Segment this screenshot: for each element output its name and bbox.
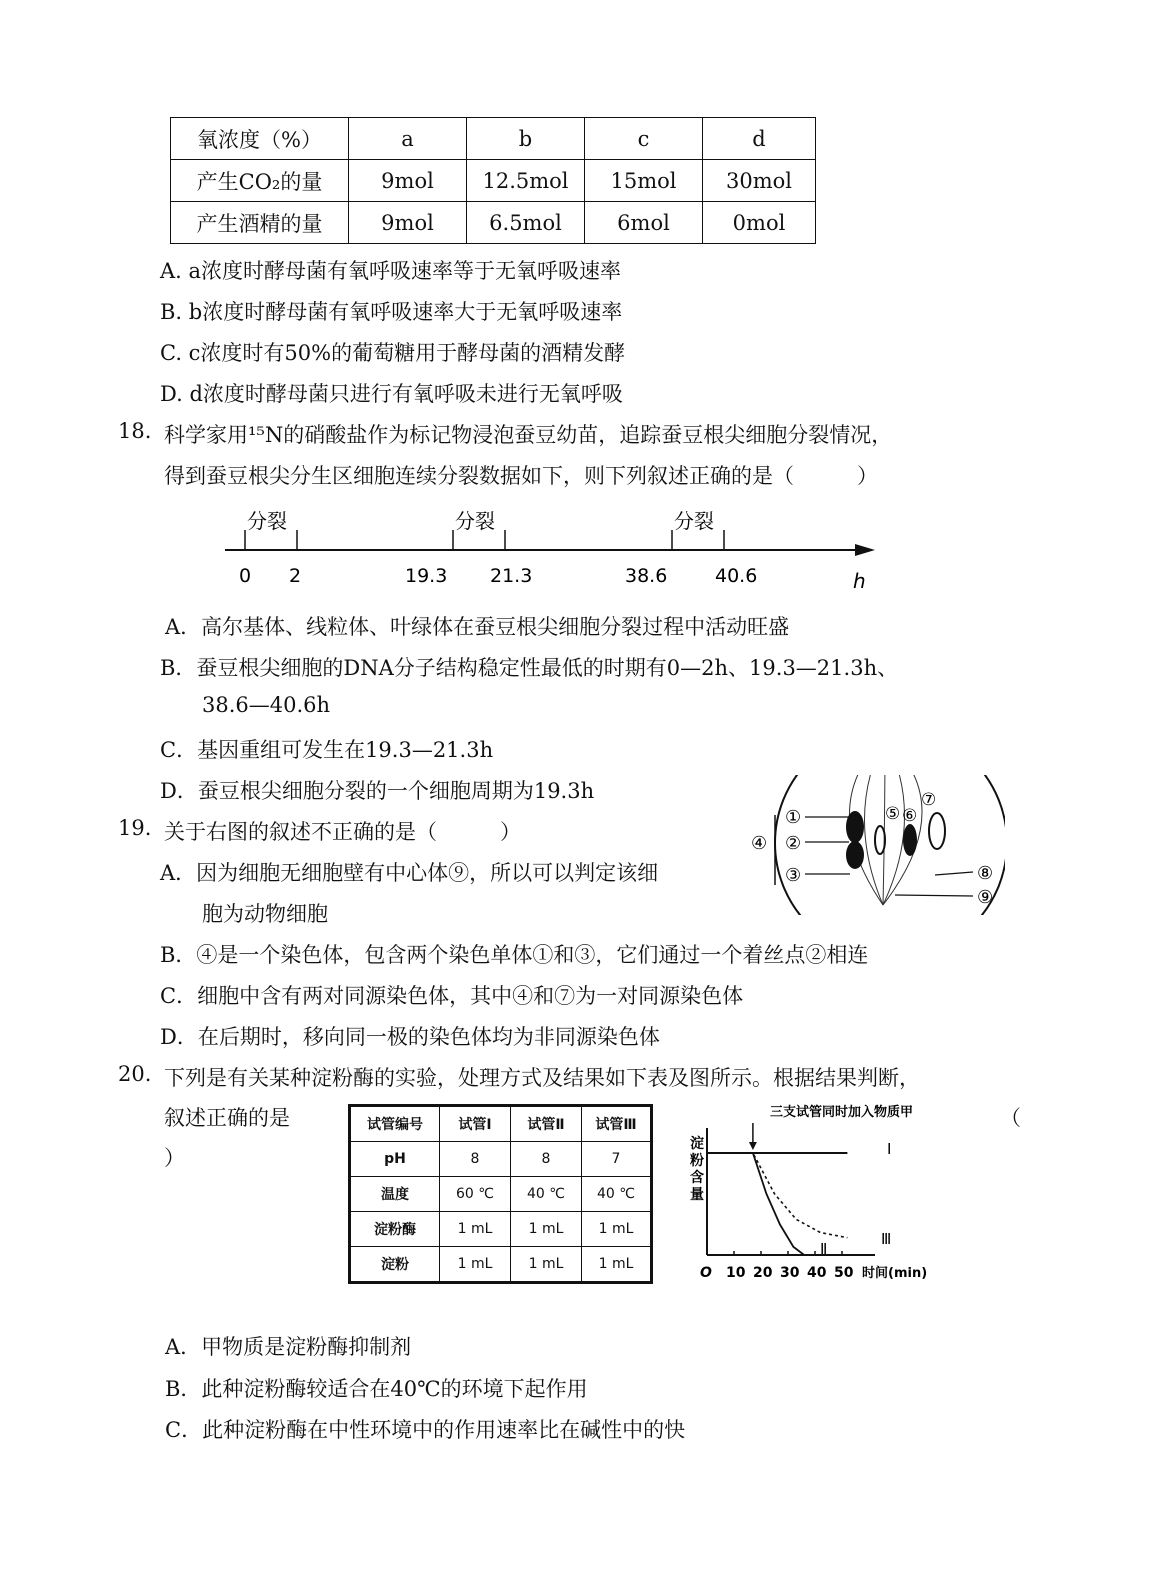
table-cell: 9mol (349, 160, 467, 202)
table-cell: 8 (440, 1142, 511, 1177)
label-7: ⑦ (921, 790, 937, 810)
q19-option-b: B．④是一个染色体，包含两个染色单体①和③，它们通过一个着丝点②相连 (160, 943, 869, 967)
q17-option-a: A. a浓度时酵母菌有氧呼吸速率等于无氧呼吸速率 (160, 259, 622, 283)
division-label: 分裂 (455, 509, 495, 533)
tick-label: 21.3 (490, 565, 533, 587)
arrow-head-icon (855, 544, 875, 556)
table-header-row (171, 118, 816, 160)
q19-option-a-cont: 胞为动物细胞 (202, 902, 328, 926)
table-cell: 30mol (703, 160, 816, 202)
table-cell: 6mol (585, 202, 703, 244)
q17-option-c: C. c浓度时有50%的葡萄糖用于酵母菌的酒精发酵 (160, 341, 626, 365)
q19-number: 19. (118, 816, 152, 840)
label-1: ① (785, 807, 802, 828)
series-line-2 (707, 1153, 804, 1255)
q17-option-b: B. b浓度时酵母菌有氧呼吸速率大于无氧呼吸速率 (160, 300, 623, 324)
q18-option-c: C．基因重组可发生在19.3—21.3h (160, 738, 494, 762)
table-cell: 15mol (585, 160, 703, 202)
table-cell: 9mol (349, 202, 467, 244)
table-row (350, 1177, 652, 1212)
table-row (350, 1142, 652, 1177)
q19-option-a: A．因为细胞无细胞壁有中心体⑨，所以可以判定该细 (160, 861, 659, 885)
table-cell: 1 mL (511, 1212, 582, 1247)
label-3: ③ (785, 865, 802, 886)
table-cell: d (703, 118, 816, 160)
q18-option-b: B．蚕豆根尖细胞的DNA分子结构稳定性最低的时期有0—2h、19.3—21.3h、 (160, 656, 899, 680)
table-cell: 6.5mol (467, 202, 585, 244)
q20-option-a: A．甲物质是淀粉酶抑制剂 (165, 1335, 412, 1359)
table-row (171, 202, 816, 244)
series-label-2: Ⅱ (820, 1240, 828, 1258)
q19-option-c: C．细胞中含有两对同源染色体，其中④和⑦为一对同源染色体 (160, 984, 744, 1008)
q18-option-a: A．高尔基体、线粒体、叶绿体在蚕豆根尖细胞分裂过程中活动旺盛 (165, 615, 790, 639)
table-cell: 40 ℃ (511, 1177, 582, 1212)
table-cell: 氧浓度（%） (171, 118, 349, 160)
oxygen-table (170, 117, 816, 244)
table-cell: 1 mL (440, 1212, 511, 1247)
table-cell: 试管Ⅰ (440, 1106, 511, 1142)
q20-option-b: B．此种淀粉酶较适合在40℃的环境下起作用 (165, 1377, 588, 1401)
q20-paren-close: ） (164, 1146, 185, 1170)
table-cell: 温度 (350, 1177, 440, 1212)
q18-stem-line1: 科学家用¹⁵N的硝酸盐作为标记物浸泡蚕豆幼苗，追踪蚕豆根尖细胞分裂情况， (164, 423, 893, 447)
q20-option-c: C．此种淀粉酶在中性环境中的作用速率比在碱性中的快 (165, 1418, 686, 1442)
division-bracket-3 (672, 530, 724, 550)
table-cell: 0mol (703, 202, 816, 244)
q18-number: 18. (118, 419, 152, 443)
series-label-3: Ⅲ (881, 1230, 892, 1248)
tube-table (348, 1104, 653, 1284)
division-label: 分裂 (674, 509, 714, 533)
table-cell: pH (350, 1142, 440, 1177)
division-timeline (215, 500, 885, 600)
unit-label: h (853, 569, 866, 593)
table-cell: 产生酒精的量 (171, 202, 349, 244)
table-cell: 12.5mol (467, 160, 585, 202)
q19-stem: 关于右图的叙述不正确的是（ ） (164, 820, 521, 844)
tick-label: 40.6 (715, 565, 758, 587)
chromatid-lower (846, 841, 864, 869)
label-2: ② (785, 833, 802, 854)
q20-paren-open: （ (1000, 1106, 1021, 1130)
cell-division-figure (745, 775, 1005, 915)
cell-membrane (775, 775, 1005, 915)
label-6: ⑥ (902, 806, 918, 826)
q19-option-d: D．在后期时，移向同一极的染色体均为非同源染色体 (160, 1025, 660, 1049)
chart-ylabel: 淀粉含量 (690, 1136, 704, 1203)
chart-title: 三支试管同时加入物质甲 (770, 1105, 914, 1120)
origin-label: O (700, 1265, 712, 1281)
label-9: ⑨ (977, 887, 994, 908)
x-tick-label: 10 (726, 1265, 746, 1281)
x-tick-label: 50 (834, 1265, 854, 1281)
table-cell: 产生CO₂的量 (171, 160, 349, 202)
table-cell: 试管编号 (350, 1106, 440, 1142)
x-tick-label: 20 (753, 1265, 773, 1281)
chromosome-dark (903, 824, 917, 856)
series-line-3 (707, 1153, 847, 1238)
q18-option-d: D．蚕豆根尖细胞分裂的一个细胞周期为19.3h (160, 779, 595, 803)
division-bracket-2 (453, 530, 505, 550)
tick-label: 19.3 (405, 565, 448, 587)
table-row (350, 1247, 652, 1283)
x-axis-label: 时间(min) (862, 1266, 928, 1281)
chromosome-small (875, 826, 885, 854)
table-cell: 1 mL (582, 1247, 652, 1283)
q18-stem-line2: 得到蚕豆根尖分生区细胞连续分裂数据如下，则下列叙述正确的是（ ） (164, 464, 878, 488)
table-cell: a (349, 118, 467, 160)
table-cell: 60 ℃ (440, 1177, 511, 1212)
q17-option-d: D. d浓度时酵母菌只进行有氧呼吸未进行无氧呼吸 (160, 382, 623, 406)
q20-number: 20. (118, 1062, 152, 1086)
q20-stem-line2: 叙述正确的是 (164, 1106, 290, 1130)
table-cell: c (585, 118, 703, 160)
table-cell: 1 mL (582, 1212, 652, 1247)
chromosome-light (929, 813, 945, 849)
table-cell: 8 (511, 1142, 582, 1177)
table-cell: 40 ℃ (582, 1177, 652, 1212)
tick-label: 38.6 (625, 565, 668, 587)
label-5: ⑤ (885, 804, 901, 824)
table-cell: b (467, 118, 585, 160)
table-cell: 试管Ⅲ (582, 1106, 652, 1142)
label-4: ④ (751, 833, 768, 854)
table-cell: 7 (582, 1142, 652, 1177)
tick-label: 2 (289, 565, 302, 587)
table-cell: 淀粉酶 (350, 1212, 440, 1247)
tick-label: 0 (239, 565, 252, 587)
arrow-head-icon (749, 1142, 757, 1150)
q18-option-b-cont: 38.6—40.6h (202, 693, 331, 717)
table-cell: 试管Ⅱ (511, 1106, 582, 1142)
table-cell: 1 mL (511, 1247, 582, 1283)
table-row (171, 160, 816, 202)
q20-stem-line1: 下列是有关某种淀粉酶的实验，处理方式及结果如下表及图所示。根据结果判断， (164, 1066, 920, 1090)
x-tick-label: 40 (807, 1265, 827, 1281)
division-bracket-1 (245, 530, 297, 550)
x-tick-label: 30 (780, 1265, 800, 1281)
label-8: ⑧ (977, 863, 994, 884)
table-row (350, 1212, 652, 1247)
division-label: 分裂 (247, 509, 287, 533)
table-cell: 淀粉 (350, 1247, 440, 1283)
starch-chart (685, 1098, 985, 1290)
table-cell: 1 mL (440, 1247, 511, 1283)
chromatid-upper (846, 811, 864, 843)
table-header-row (350, 1106, 652, 1142)
series-label-1: Ⅰ (887, 1140, 892, 1158)
